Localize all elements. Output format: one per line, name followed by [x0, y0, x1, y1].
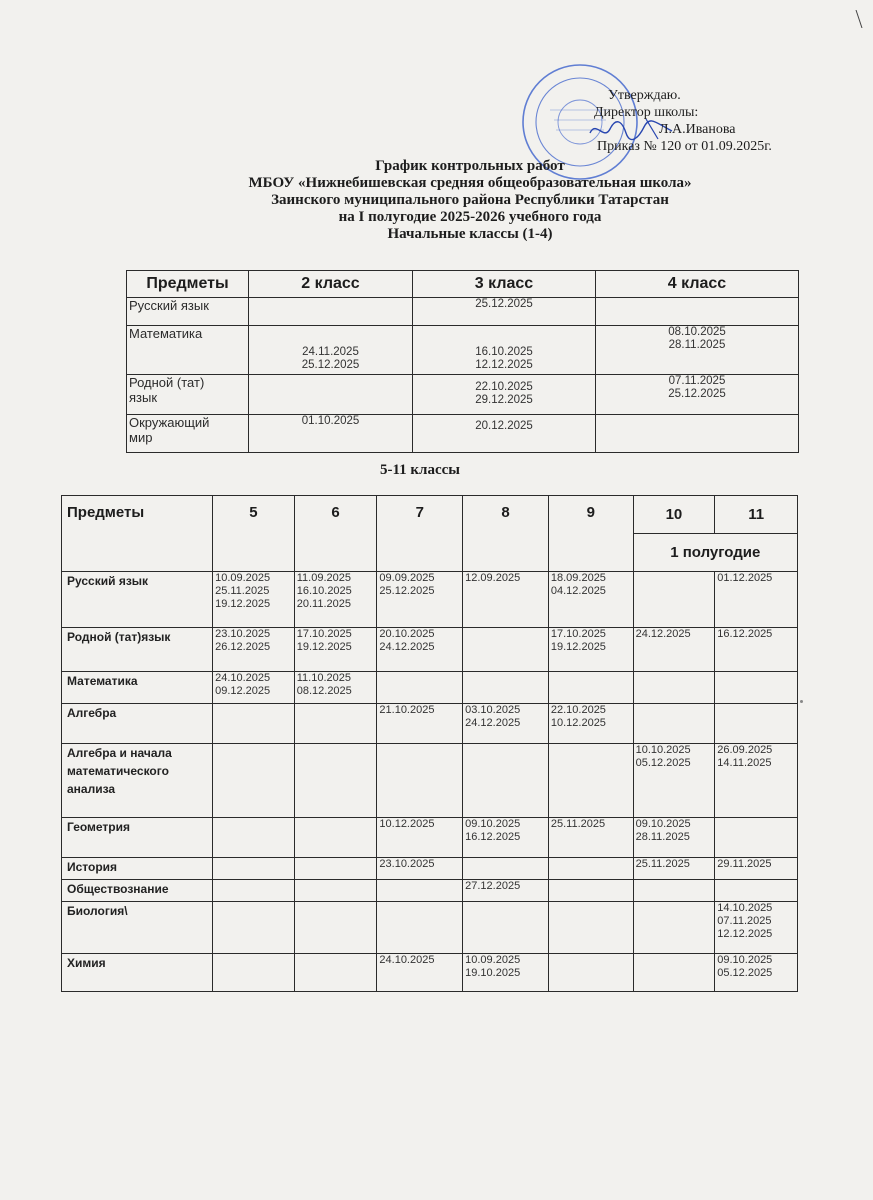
column-header: 6: [294, 496, 377, 572]
date-cell: 24.10.2025 09.12.2025: [213, 672, 295, 704]
date-cell: [213, 954, 295, 992]
document-heading: [120, 158, 820, 243]
date-cell: 07.11.2025 25.12.2025: [596, 375, 799, 415]
date-cell: [463, 628, 549, 672]
table-row: [62, 744, 798, 818]
date-cell: 09.10.2025 28.11.2025: [633, 818, 715, 858]
date-cell: [294, 744, 377, 818]
date-cell: [633, 704, 715, 744]
heading-period: на I полугодие 2025-2026 учебного года: [338, 209, 602, 225]
date-cell: 22.10.2025 29.12.2025: [413, 375, 596, 415]
date-cell: 16.10.2025 12.12.2025: [413, 326, 596, 375]
table-row: [127, 375, 799, 415]
column-header: 4 класс: [596, 271, 799, 298]
section-title-secondary: 5-11 классы: [380, 462, 461, 478]
primary-schedule-table: [126, 270, 799, 453]
date-cell: [249, 375, 413, 415]
date-cell: [377, 744, 463, 818]
approval-director-name: Л.А.Иванова: [659, 122, 736, 137]
subject-cell: Родной (тат) язык: [127, 375, 249, 415]
subject-cell: Математика: [62, 672, 213, 704]
date-cell: 03.10.2025 24.12.2025: [463, 704, 549, 744]
date-cell: 17.10.2025 19.12.2025: [548, 628, 633, 672]
date-cell: [294, 880, 377, 902]
date-cell: [213, 858, 295, 880]
subject-cell: Русский язык: [62, 572, 213, 628]
date-cell: [213, 704, 295, 744]
date-cell: 26.09.2025 14.11.2025: [715, 744, 798, 818]
date-cell: 25.11.2025: [548, 818, 633, 858]
date-cell: 01.12.2025: [715, 572, 798, 628]
date-cell: 24.11.2025 25.12.2025: [249, 326, 413, 375]
date-cell: [596, 298, 799, 326]
date-cell: [377, 902, 463, 954]
column-header: Предметы: [62, 496, 213, 572]
date-cell: 25.11.2025: [633, 858, 715, 880]
subject-cell: Окружающий мир: [127, 415, 249, 453]
date-cell: [463, 672, 549, 704]
date-cell: [463, 902, 549, 954]
date-cell: [548, 902, 633, 954]
subject-cell: Русский язык: [127, 298, 249, 326]
date-cell: 27.12.2025: [463, 880, 549, 902]
date-cell: 09.10.2025 16.12.2025: [463, 818, 549, 858]
date-cell: 17.10.2025 19.12.2025: [294, 628, 377, 672]
date-cell: [596, 415, 799, 453]
date-cell: [294, 954, 377, 992]
date-cell: [213, 818, 295, 858]
date-cell: [548, 880, 633, 902]
date-cell: 24.12.2025: [633, 628, 715, 672]
date-cell: [294, 858, 377, 880]
secondary-schedule-table: [61, 495, 798, 992]
date-cell: [633, 954, 715, 992]
date-cell: 18.09.2025 04.12.2025: [548, 572, 633, 628]
column-header: 11: [715, 496, 798, 534]
date-cell: [463, 744, 549, 818]
column-header: 7: [377, 496, 463, 572]
date-cell: 25.12.2025: [413, 298, 596, 326]
date-cell: [633, 572, 715, 628]
date-cell: 11.09.2025 16.10.2025 20.11.2025: [294, 572, 377, 628]
table-row: [62, 628, 798, 672]
approval-line: Директор школы:: [594, 105, 699, 120]
date-cell: 10.09.2025 19.10.2025: [463, 954, 549, 992]
date-cell: 10.09.2025 25.11.2025 19.12.2025: [213, 572, 295, 628]
subject-cell: Математика: [127, 326, 249, 375]
date-cell: 08.10.2025 28.11.2025: [596, 326, 799, 375]
date-cell: [715, 672, 798, 704]
date-cell: 10.10.2025 05.12.2025: [633, 744, 715, 818]
date-cell: [548, 744, 633, 818]
date-cell: [715, 880, 798, 902]
date-cell: [294, 902, 377, 954]
subject-cell: Алгебра и начала математического анализа: [62, 744, 213, 818]
date-cell: [377, 672, 463, 704]
column-header: Предметы: [127, 271, 249, 298]
scan-speck: [800, 700, 803, 703]
table-row: [62, 572, 798, 628]
date-cell: 01.10.2025: [249, 415, 413, 453]
column-header: 9: [548, 496, 633, 572]
column-header: 5: [213, 496, 295, 572]
subject-cell: Химия: [62, 954, 213, 992]
date-cell: 20.10.2025 24.12.2025: [377, 628, 463, 672]
date-cell: 14.10.2025 07.11.2025 12.12.2025: [715, 902, 798, 954]
date-cell: [463, 858, 549, 880]
table-row: [127, 326, 799, 375]
table-row: [62, 954, 798, 992]
table-row: [62, 880, 798, 902]
table-row: [62, 704, 798, 744]
date-cell: [377, 880, 463, 902]
table-header-row: [62, 496, 798, 534]
column-header: 3 класс: [413, 271, 596, 298]
date-cell: [213, 902, 295, 954]
date-cell: 11.10.2025 08.12.2025: [294, 672, 377, 704]
date-cell: 12.09.2025: [463, 572, 549, 628]
date-cell: [548, 858, 633, 880]
date-cell: 23.10.2025 26.12.2025: [213, 628, 295, 672]
date-cell: 20.12.2025: [413, 415, 596, 453]
table-row: [127, 415, 799, 453]
half-year-header: 1 полугодие: [633, 534, 797, 572]
date-cell: [294, 818, 377, 858]
table-row: [127, 298, 799, 326]
date-cell: [715, 704, 798, 744]
table-row: [62, 672, 798, 704]
date-cell: [294, 704, 377, 744]
table-row: [62, 858, 798, 880]
heading-section-primary: Начальные классы (1-4): [387, 226, 553, 242]
subject-cell: История: [62, 858, 213, 880]
date-cell: [548, 672, 633, 704]
table-row: [62, 902, 798, 954]
scan-mark: [854, 10, 864, 28]
subject-cell: Геометрия: [62, 818, 213, 858]
date-cell: [548, 954, 633, 992]
heading-title: График контрольных работ: [375, 158, 565, 174]
date-cell: [249, 298, 413, 326]
column-header: 2 класс: [249, 271, 413, 298]
approval-order: Приказ № 120 от 01.09.2025г.: [597, 139, 772, 154]
subject-cell: Обществознание: [62, 880, 213, 902]
heading-district: Заинского муниципального района Республики Татарстан: [271, 192, 669, 208]
date-cell: 09.09.2025 25.12.2025: [377, 572, 463, 628]
date-cell: [633, 880, 715, 902]
date-cell: [633, 672, 715, 704]
date-cell: [213, 880, 295, 902]
approval-line: Утверждаю.: [608, 88, 681, 103]
date-cell: 21.10.2025: [377, 704, 463, 744]
date-cell: 09.10.2025 05.12.2025: [715, 954, 798, 992]
subject-cell: Родной (тат)язык: [62, 628, 213, 672]
date-cell: 29.11.2025: [715, 858, 798, 880]
table-header-row: [127, 271, 799, 298]
subject-cell: Биология\: [62, 902, 213, 954]
date-cell: [715, 818, 798, 858]
table-row: [62, 818, 798, 858]
date-cell: [213, 744, 295, 818]
subject-cell: Алгебра: [62, 704, 213, 744]
heading-school: МБОУ «Нижнебишевская средняя общеобразовательная школа»: [248, 175, 692, 191]
date-cell: 10.12.2025: [377, 818, 463, 858]
date-cell: [633, 902, 715, 954]
date-cell: 22.10.2025 10.12.2025: [548, 704, 633, 744]
date-cell: 23.10.2025: [377, 858, 463, 880]
column-header: 10: [633, 496, 715, 534]
date-cell: 24.10.2025: [377, 954, 463, 992]
column-header: 8: [463, 496, 549, 572]
date-cell: 16.12.2025: [715, 628, 798, 672]
